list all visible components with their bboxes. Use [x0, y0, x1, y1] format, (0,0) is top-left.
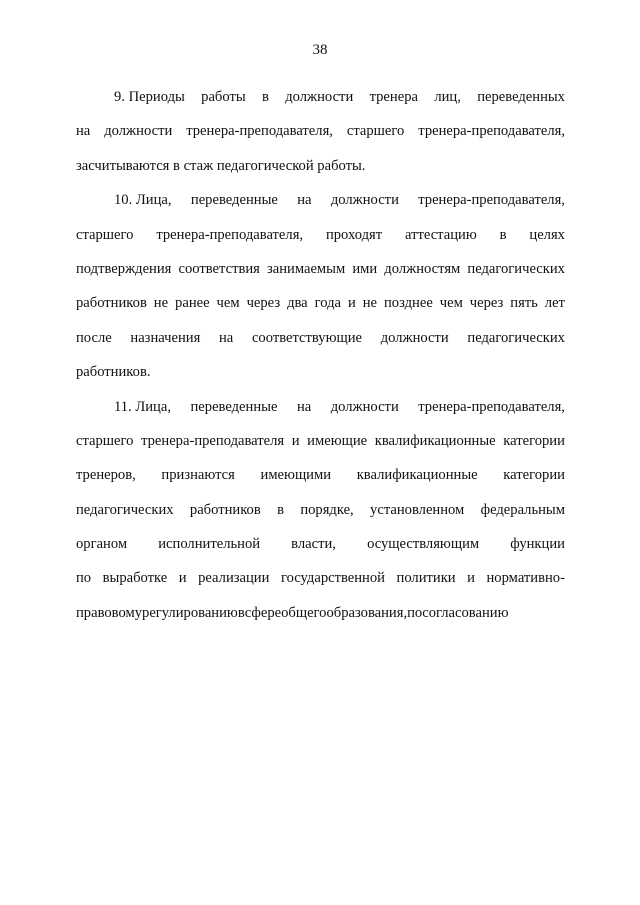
word: сфере	[244, 604, 282, 621]
word: старшего	[76, 226, 134, 243]
word: по	[76, 570, 92, 587]
word: реализации	[198, 570, 270, 587]
word: квалификационные	[374, 432, 496, 449]
word: на	[297, 192, 312, 209]
word: согласованию	[422, 604, 509, 621]
word: исполнительной	[158, 536, 261, 553]
word: через	[246, 295, 281, 312]
word: органом	[76, 536, 128, 553]
word: через	[469, 295, 504, 312]
word: квалификационные	[356, 467, 478, 484]
text-line	[76, 286, 565, 320]
word: не	[153, 295, 169, 312]
paragraph	[76, 80, 565, 183]
word: засчитываются в стаж педагогической работы.	[76, 157, 366, 174]
word: признаются	[161, 467, 235, 484]
word: два	[287, 295, 308, 312]
word: 9. Периоды	[114, 89, 185, 105]
text-line	[76, 183, 565, 217]
word: на	[296, 398, 312, 415]
word: и	[347, 295, 356, 312]
word: регулированию	[142, 604, 238, 621]
word: в	[277, 501, 284, 518]
word: тренера-преподавателя,	[418, 123, 565, 140]
word: старшего	[76, 432, 134, 449]
word: работников	[76, 295, 147, 312]
word: старшего	[346, 123, 405, 140]
text-line	[76, 149, 565, 183]
word: государственной	[280, 570, 385, 587]
word: и	[291, 432, 300, 449]
word: тренера-преподавателя,	[156, 226, 304, 243]
text-line	[76, 596, 565, 630]
word: позднее	[384, 295, 433, 312]
word: власти,	[291, 536, 336, 553]
text-line	[76, 80, 565, 114]
text-line	[76, 114, 565, 148]
word: в	[237, 604, 245, 621]
text-line	[76, 493, 565, 527]
word: образования,	[326, 604, 408, 621]
word: ранее	[175, 295, 210, 312]
word: 10. Лица,	[114, 192, 172, 209]
word: установленном	[370, 501, 465, 518]
text-line	[76, 424, 565, 458]
word: нормативно-	[486, 570, 565, 587]
word: соответствия	[178, 260, 260, 277]
word: порядке,	[300, 501, 354, 518]
word: должности	[285, 89, 354, 105]
word: тренера-преподавателя,	[418, 398, 565, 415]
word: в	[499, 226, 507, 243]
word: подтверждения	[76, 260, 172, 277]
paragraph	[76, 390, 565, 631]
word: общего	[281, 604, 327, 621]
word: педагогических	[76, 501, 174, 518]
word: тренера-преподавателя,	[186, 123, 333, 140]
word: переведенных	[477, 89, 565, 105]
word: работников	[189, 501, 261, 518]
word: и	[467, 570, 475, 587]
text-line	[76, 252, 565, 286]
word: федеральным	[480, 501, 565, 518]
word: аттестацию	[405, 226, 477, 243]
word: должностям	[384, 260, 461, 277]
word: лет	[544, 295, 565, 312]
word: тренера	[369, 89, 418, 105]
word: должности	[330, 192, 399, 209]
word: года	[314, 295, 342, 312]
text-line	[76, 321, 565, 355]
word: переведенные	[190, 192, 278, 209]
text-line	[76, 218, 565, 252]
word: после	[76, 329, 112, 346]
word: тренера-преподавателя,	[418, 192, 565, 209]
text-line	[76, 390, 565, 424]
word: работы	[201, 89, 246, 105]
word: в	[261, 89, 269, 105]
word: пять	[510, 295, 538, 312]
text-line	[76, 458, 565, 492]
page-number: 38	[312, 42, 328, 58]
word: 11. Лица,	[114, 398, 171, 415]
word: ими	[352, 260, 378, 277]
paragraph	[76, 183, 565, 389]
word: педагогических	[467, 329, 565, 346]
word: функции	[510, 536, 565, 553]
word: чем	[439, 295, 463, 312]
word: по	[407, 604, 423, 621]
text-line	[76, 527, 565, 561]
word: лиц,	[434, 89, 461, 105]
word: проходят	[325, 226, 383, 243]
word: чем	[216, 295, 240, 312]
word: категории	[503, 432, 565, 449]
word: на	[218, 329, 234, 346]
text-line	[76, 561, 565, 595]
word: на	[76, 123, 91, 140]
word: педагогических	[467, 260, 565, 277]
word: имеющими	[260, 467, 332, 484]
word: тренеров,	[76, 467, 136, 484]
word: тренера-преподавателя	[141, 432, 285, 449]
word: не	[362, 295, 378, 312]
word: выработке	[102, 570, 168, 587]
word: должности	[104, 123, 173, 140]
word: назначения	[130, 329, 201, 346]
word: целях	[529, 226, 565, 243]
body-text	[76, 80, 565, 630]
word: должности	[380, 329, 449, 346]
word: правовому	[76, 604, 143, 621]
word: категории	[503, 467, 565, 484]
word: занимаемым	[266, 260, 346, 277]
word: работников.	[76, 364, 151, 381]
word: политики	[396, 570, 456, 587]
word: должности	[330, 398, 399, 415]
word: переведенные	[190, 398, 278, 415]
word: и	[178, 570, 187, 587]
word: имеющие	[307, 432, 368, 449]
word: соответствующие	[251, 329, 363, 346]
word: осуществляющим	[367, 536, 480, 553]
text-line	[76, 355, 565, 389]
